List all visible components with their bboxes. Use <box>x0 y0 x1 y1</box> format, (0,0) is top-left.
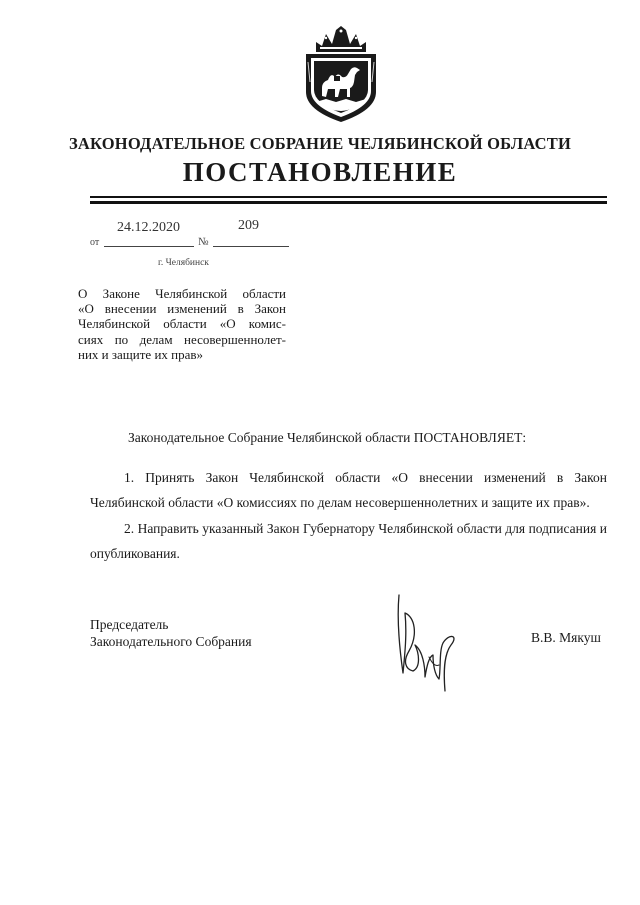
coat-of-arms-icon <box>300 22 382 124</box>
header-divider-thin <box>90 196 607 198</box>
number-underline <box>213 246 289 247</box>
number-label: № <box>198 236 209 248</box>
resolution-item-2: 2. Направить указанный Закон Губернатору Челябинской области для подписания и опубликования. <box>90 521 607 561</box>
decree-statement: Законодательное Собрание Челябинской области ПОСТАНОВЛЯЕТ: <box>128 430 527 445</box>
city-label: г. Челябинск <box>158 258 209 268</box>
handwritten-signature <box>385 587 469 697</box>
resolution-item-1: 1. Принять Закон Челябинской области «О внесении изменений в Закон Челябинской области «О комиссиях по делам несовершеннолетних и защите их прав». <box>90 470 607 510</box>
subject-line: сиях по делам несовершеннолет- <box>78 331 286 347</box>
subject-line: О Законе Челябинской области <box>78 286 286 301</box>
signatory-position <box>90 616 252 650</box>
subject-line: «О внесении изменений в Закон <box>78 301 286 317</box>
document-number: 209 <box>238 218 259 233</box>
date-underline <box>104 246 194 247</box>
header-divider-thick <box>90 201 607 204</box>
subject-line: Челябинской области «О комис- <box>78 316 286 332</box>
subject-line: них и защите их прав» <box>78 346 204 362</box>
document-subject <box>78 286 286 362</box>
organization-title: ЗАКОНОДАТЕЛЬНОЕ СОБРАНИЕ ЧЕЛЯБИНСКОЙ ОБЛАСТИ <box>68 134 572 153</box>
signatory-position-line: Председатель <box>90 617 169 632</box>
signatory-position-line: Законодательного Собрания <box>90 634 252 649</box>
document-type-title: ПОСТАНОВЛЕНИЕ <box>182 157 458 187</box>
date-label: от <box>90 237 100 248</box>
document-date: 24.12.2020 <box>117 220 180 235</box>
signatory-name: В.В. Мякуш <box>531 630 601 645</box>
